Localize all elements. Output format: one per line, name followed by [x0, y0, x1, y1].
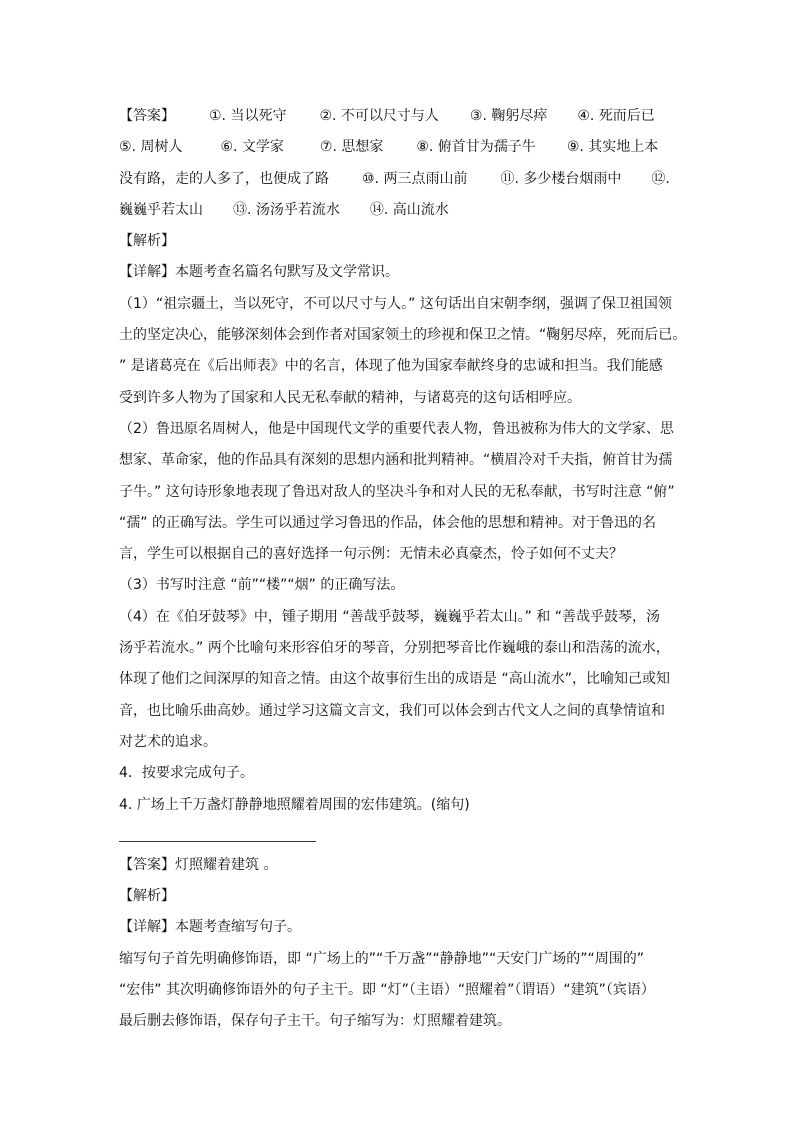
answer-item-3: ③. 鞠躬尽瘁 [469, 108, 548, 124]
answer-blank [119, 821, 679, 850]
answer-item-4: ④. 死而后已 [577, 108, 655, 124]
detail-line: （4）在《伯牙鼓琴》中，锺子期用 “善哉乎鼓琴，巍巍乎若太山。” 和 “善哉乎鼓琴，汤 [119, 608, 661, 625]
answer-item-1: ①. 当以死守 [209, 108, 287, 124]
answer-item-9-cont: 没有路，走的人多了，也便成了路 [119, 170, 329, 187]
detail-line: （2）鲁迅原名周树人，他是中国现代文学的重要代表人物，鲁迅被称为伟大的文学家、思 [119, 420, 674, 437]
detail-line: “孺” 的正确写法。学生可以通过学习鲁迅的作品，体会他的思想和精神。对于鲁迅的名 [119, 514, 656, 531]
answer-item-9: ⑨. 其实地上本 [566, 139, 659, 156]
answer-item-10: ⑩. 两三点雨山前 [362, 170, 468, 187]
question-text: 4. 广场上千万盏灯静静地照耀着周围的宏伟建筑。(缩句) [119, 796, 470, 813]
answer-item-13: ⑬. 汤汤乎若流水 [233, 201, 340, 218]
detail-line: 【详解】本题考查缩写句子。 [119, 919, 301, 936]
detail-line: 音，也比喻乐曲高妙。通过学习这篇文言文，我们可以体会到古代文人之间的真挚情谊和 [119, 702, 665, 719]
answer-item-2: ②. 不可以尺寸与人 [319, 108, 439, 124]
answer-item-6: ⑥. 文学家 [220, 139, 284, 156]
detail-line: （1）“祖宗疆土，当以死守，不可以尺寸与人。” 这句话出自宋朝李纲，强调了保卫祖国领 [119, 295, 672, 312]
detail-line: 子牛。” 这句诗形象地表现了鲁迅对敌人的坚决斗争和对人民的无私奉献，书写时注意 “俯” [119, 483, 675, 500]
answer-row-2 [119, 132, 679, 163]
answer-row-4 [119, 195, 679, 226]
detail-line: 【详解】本题考查名篇名句默写及文学常识。 [119, 264, 399, 281]
answer-blank-rule [119, 841, 316, 842]
question-heading: 4．按要求完成句子。 [119, 765, 254, 782]
answer-text: 【答案】灯照耀着建筑 。 [119, 856, 278, 873]
answer-row-3 [119, 164, 679, 195]
answer-item-7: ⑦. 思想家 [319, 139, 384, 156]
analysis-tag: 【解析】 [119, 888, 175, 905]
answer-item-12-cont: 巍巍乎若太山 [119, 201, 203, 218]
answer-item-12: ⑫. [651, 170, 670, 187]
answer-row-1 [119, 101, 679, 132]
answer-item-14: ⑭. 高山流水 [369, 201, 449, 218]
detail-line: 受到许多人物为了国家和人民无私奉献的精神，与诸葛亮的这句话相呼应。 [119, 389, 581, 406]
detail-line: （3）书写时注意 “前”“楼”“烟” 的正确写法。 [119, 577, 405, 594]
answer-tag: 【答案】 [119, 108, 175, 124]
answer-item-5: ⑤. 周树人 [119, 139, 183, 156]
detail-line: 体现了他们之间深厚的知音之情。由这个故事衍生出的成语是 “高山流水”，比喻知己或知 [119, 671, 670, 688]
analysis-tag: 【解析】 [119, 233, 175, 250]
detail-line: 言，学生可以根据自己的喜好选择一句示例：无情未必真豪杰，怜子如何不丈夫？ [119, 546, 623, 563]
answer-item-11: ⑪. 多少楼台烟雨中 [500, 170, 622, 187]
detail-line: 土的坚定决心，能够深刻体会到作者对国家领土的珍视和保卫之情。“鞠躬尽瘁，死而后已。 [119, 327, 687, 344]
detail-line: ” 是诸葛亮在《后出师表》中的名言，体现了他为国家奉献终身的忠诚和担当。我们能感 [119, 358, 663, 375]
detail-line: 想家、革命家，他的作品具有深刻的思想内涵和批判精神。“横眉冷对千夫指，俯首甘为孺 [119, 452, 673, 469]
detail-line: 缩写句子首先明确修饰语，即 “广场上的”“千万盏”“静静地”“天安门广场的”“周围的” [119, 950, 644, 967]
detail-line: 对艺术的追求。 [119, 733, 217, 750]
detail-line: “宏伟” 其次明确修饰语外的句子主干。即 “灯”（主语）“照耀着”（谓语）“建筑”（宾语） [119, 982, 655, 999]
answer-item-8: ⑧. 俯首甘为孺子牛 [416, 139, 536, 156]
detail-line: 最后删去修饰语，保存句子主干。句子缩写为：灯照耀着建筑。 [119, 1013, 511, 1030]
detail-line: 汤乎若流水。” 两个比喻句来形容伯牙的琴音，分别把琴音比作巍峨的泰山和浩荡的流水， [119, 640, 670, 657]
content-column [119, 101, 687, 1038]
